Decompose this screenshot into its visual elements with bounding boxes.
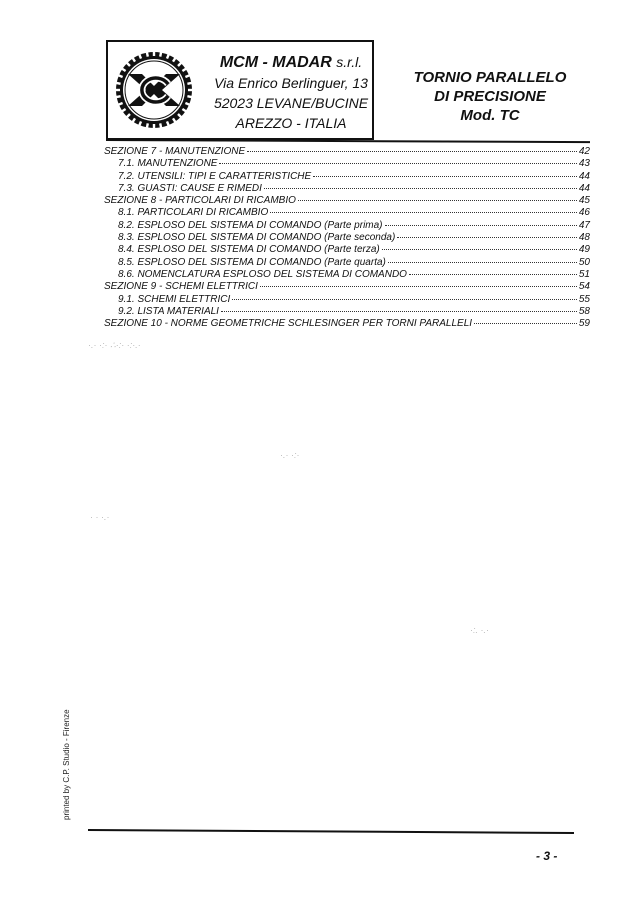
toc-entry <box>104 183 590 195</box>
toc-entry <box>104 306 590 318</box>
toc-entry-page: 54 <box>578 281 590 293</box>
toc-entry <box>104 281 590 293</box>
toc-entry-label: 7.1. MANUTENZIONE <box>118 158 218 170</box>
toc-entry-label: SEZIONE 10 - NORME GEOMETRICHE SCHLESINGER PER TORNI PARALLELI <box>104 318 473 330</box>
dot-leader <box>221 311 577 312</box>
toc-entry-page: 44 <box>578 170 590 182</box>
toc-entry-page: 55 <box>578 293 590 305</box>
dot-leader <box>409 274 577 275</box>
toc-entry <box>104 146 590 158</box>
toc-entry-label: 7.3. GUASTI: CAUSE E RIMEDI <box>118 182 262 194</box>
scan-artifact: ·:. ·.· <box>470 625 489 635</box>
company-suffix: s.r.l. <box>336 54 363 70</box>
document-title <box>390 68 590 125</box>
toc-entry-label: 8.4. ESPLOSO DEL SISTEMA DI COMANDO (Parte terza) <box>118 244 380 256</box>
table-of-contents <box>104 146 590 330</box>
dot-leader <box>382 249 577 250</box>
dot-leader <box>270 212 577 213</box>
toc-entry-label: SEZIONE 9 - SCHEMI ELETTRICI <box>104 281 258 293</box>
toc-entry-page: 49 <box>578 244 590 256</box>
toc-entry-page: 50 <box>578 256 590 268</box>
toc-entry-page: 44 <box>578 182 590 194</box>
toc-entry-label: 9.2. LISTA MATERIALI <box>118 305 219 317</box>
company-address-street: Via Enrico Berlinguer, 13 <box>214 75 368 91</box>
dot-leader <box>313 176 577 177</box>
scan-artifact: ·.· ·:· ∴·:· ·:·.· <box>88 340 141 350</box>
dot-leader <box>247 151 577 152</box>
dot-leader <box>388 262 577 263</box>
company-address-city: 52023 LEVANE/BUCINE <box>213 95 369 111</box>
title-line-1: TORNIO PARALLELO <box>413 69 567 86</box>
toc-entry-label: SEZIONE 8 - PARTICOLARI DI RICAMBIO <box>104 195 296 207</box>
toc-entry <box>104 232 590 244</box>
dot-leader <box>397 237 577 238</box>
toc-entry <box>104 195 590 207</box>
company-info <box>206 52 376 133</box>
toc-entry-label: 8.6. NOMENCLATURA ESPLOSO DEL SISTEMA DI COMANDO <box>118 268 407 280</box>
toc-entry-page: 51 <box>578 268 590 280</box>
dot-leader <box>474 323 577 324</box>
toc-entry-label: SEZIONE 7 - MANUTENZIONE <box>104 146 246 157</box>
header-divider <box>106 139 590 143</box>
dot-leader <box>264 188 577 189</box>
toc-entry <box>104 294 590 306</box>
toc-entry <box>104 318 590 330</box>
header-box <box>106 40 374 140</box>
toc-entry <box>104 158 590 170</box>
toc-entry-label: 7.2. UTENSILI: TIPI E CARATTERISTICHE <box>118 170 312 182</box>
dot-leader <box>219 163 576 164</box>
toc-entry-page: 46 <box>578 207 590 219</box>
toc-entry <box>104 207 590 219</box>
toc-entry-label: 8.2. ESPLOSO DEL SISTEMA DI COMANDO (Parte prima) <box>118 219 383 231</box>
toc-entry <box>104 244 590 256</box>
toc-entry-page: 59 <box>578 318 590 330</box>
title-line-3: Mod. TC <box>460 107 520 124</box>
dot-leader <box>385 225 577 226</box>
dot-leader <box>298 200 577 201</box>
toc-entry <box>104 269 590 281</box>
footer-divider <box>88 829 574 834</box>
toc-entry-label: 8.5. ESPLOSO DEL SISTEMA DI COMANDO (Parte quarta) <box>118 256 386 268</box>
printer-credit: printed by C.P. Studio - Firenze <box>62 709 71 820</box>
dot-leader <box>260 286 577 287</box>
company-name: MCM - MADAR <box>219 54 332 71</box>
scan-artifact: ·.· ·:· <box>280 450 300 460</box>
toc-entry-page: 45 <box>578 195 590 207</box>
dot-leader <box>232 299 577 300</box>
toc-entry-page: 48 <box>578 232 590 244</box>
toc-entry-label: 8.1. PARTICOLARI DI RICAMBIO <box>118 207 269 219</box>
toc-entry-label: 8.3. ESPLOSO DEL SISTEMA DI COMANDO (Parte seconda) <box>118 232 396 244</box>
toc-entry <box>104 257 590 269</box>
title-line-2: DI PRECISIONE <box>434 88 546 105</box>
company-address-country: AREZZO - ITALIA <box>235 115 347 131</box>
toc-entry-page: 47 <box>578 219 590 231</box>
toc-entry <box>104 220 590 232</box>
toc-entry-page: 43 <box>578 158 590 170</box>
company-logo-icon <box>112 48 196 132</box>
scan-artifact: · · ·.· <box>90 512 110 522</box>
toc-entry-page: 42 <box>578 146 590 157</box>
page-number: - 3 - <box>536 849 558 863</box>
toc-entry-page: 58 <box>578 305 590 317</box>
toc-entry <box>104 171 590 183</box>
toc-entry-label: 9.1. SCHEMI ELETTRICI <box>118 293 231 305</box>
